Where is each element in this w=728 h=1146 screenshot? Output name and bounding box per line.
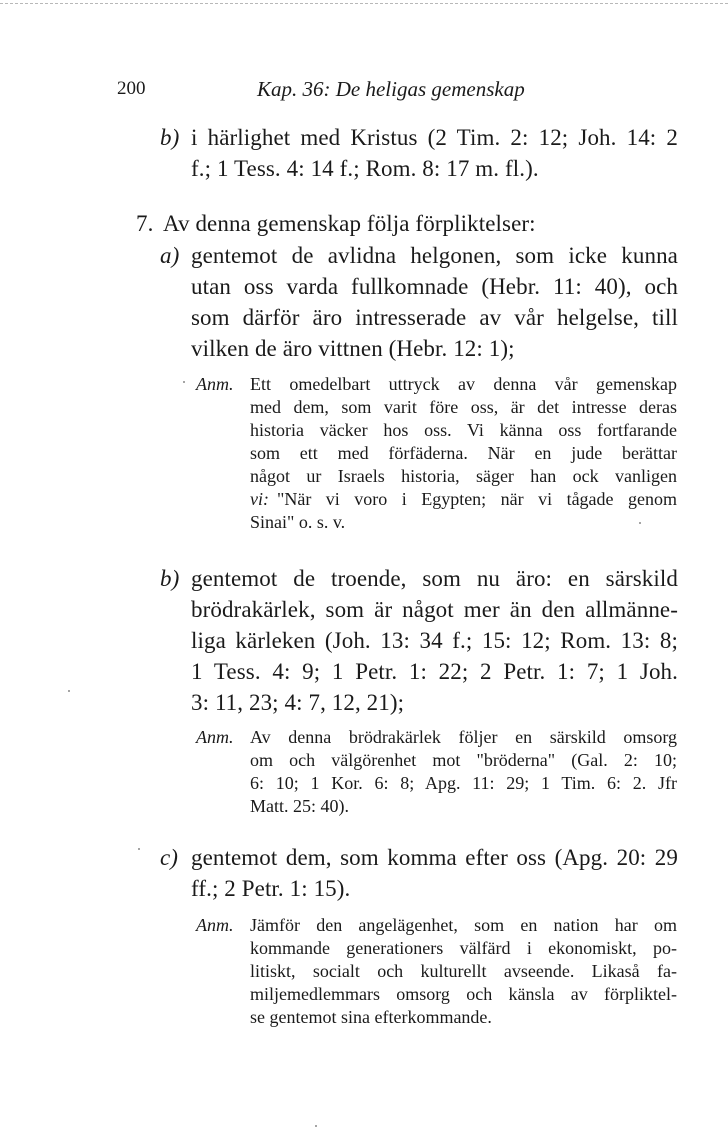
text-line: gentemot de avlidna helgonen, som icke kunna	[191, 243, 678, 268]
text-line: ff.; 2 Petr. 1: 15).	[191, 876, 351, 901]
note-line: Ett omedelbart uttryck av denna vår gemenskap	[250, 374, 677, 394]
text-line: som därför äro intresserade av vår helgelse, till	[191, 305, 678, 330]
note-line: Jämför den angelägenhet, som en nation har om	[250, 915, 677, 935]
note-line: Matt. 25: 40).	[250, 796, 349, 816]
note-line: kommande generationers välfärd i ekonomiskt, po-	[250, 938, 677, 958]
text-line: 3: 11, 23; 4: 7, 12, 21);	[191, 690, 405, 715]
section-number-7: 7.	[136, 211, 154, 236]
stray-mark	[68, 690, 70, 692]
note-line: 6: 10; 1 Kor. 6: 8; Apg. 11: 29; 1 Tim. 6: 2. Jfr	[250, 773, 677, 793]
note-line: "När vi voro i Egypten; när vi tågade genom	[277, 489, 677, 509]
note-line: om och välgörenhet mot "bröderna" (Gal. 2: 10;	[250, 750, 677, 770]
item-label-7a: a)	[160, 243, 180, 268]
note-line: miljemedlemmars omsorg och känsla av förpliktel-	[250, 984, 677, 1004]
note-line: historia väcker hos oss. Vi känna oss fortfarande	[250, 420, 677, 440]
text-line: brödrakärlek, som är något mer än den allmänne-	[191, 597, 678, 622]
note-line: något ur Israels historia, säger han ock vanligen	[250, 466, 677, 486]
text-line: i härlighet med Kristus (2 Tim. 2: 12; Joh. 14: 2	[191, 125, 678, 150]
text-line: utan oss varda fullkomnade (Hebr. 11: 40), och	[191, 274, 678, 299]
note-label-7a: Anm.	[196, 374, 234, 394]
note-italic-word: vi:	[250, 489, 269, 509]
note-line: se gentemot sina efterkommande.	[250, 1007, 492, 1027]
item-label-6b: b)	[160, 125, 180, 150]
text-line: vilken de äro vittnen (Hebr. 12: 1);	[191, 336, 515, 361]
note-label-7c: Anm.	[196, 915, 234, 935]
running-header	[0, 78, 728, 108]
note-line: som ett med förfäderna. När en jude berättar	[250, 443, 677, 463]
note-line: Sinai" o. s. v.	[250, 512, 346, 532]
page-top-edge	[0, 3, 728, 4]
text-line: f.; 1 Tess. 4: 14 f.; Rom. 8: 17 m. fl.).	[191, 156, 539, 181]
stray-mark	[183, 381, 185, 383]
section-intro: Av denna gemenskap följa förpliktelser:	[163, 211, 536, 236]
item-label-7b: b)	[160, 566, 180, 591]
stray-mark	[138, 848, 140, 850]
text-line: gentemot de troende, som nu äro: en särskild	[191, 566, 678, 591]
stray-mark	[315, 1125, 317, 1127]
note-label-7b: Anm.	[196, 727, 234, 747]
stray-mark	[639, 522, 641, 524]
note-line: med dem, som varit före oss, är det intresse deras	[250, 397, 677, 417]
text-line: liga kärleken (Joh. 13: 34 f.; 15: 12; Rom. 13: 8;	[191, 628, 678, 653]
note-line: litiskt, socialt och kulturellt avseende. Likaså fa-	[250, 961, 677, 981]
running-title: Kap. 36: De heligas gemenskap	[257, 77, 525, 101]
item-label-7c: c)	[160, 845, 179, 870]
page-number: 200	[117, 78, 146, 99]
text-line: 1 Tess. 4: 9; 1 Petr. 1: 22; 2 Petr. 1: 7; 1 Joh.	[191, 659, 678, 684]
note-line: Av denna brödrakärlek följer en särskild omsorg	[250, 727, 677, 747]
text-line: gentemot dem, som komma efter oss (Apg. 20: 29	[191, 845, 678, 870]
